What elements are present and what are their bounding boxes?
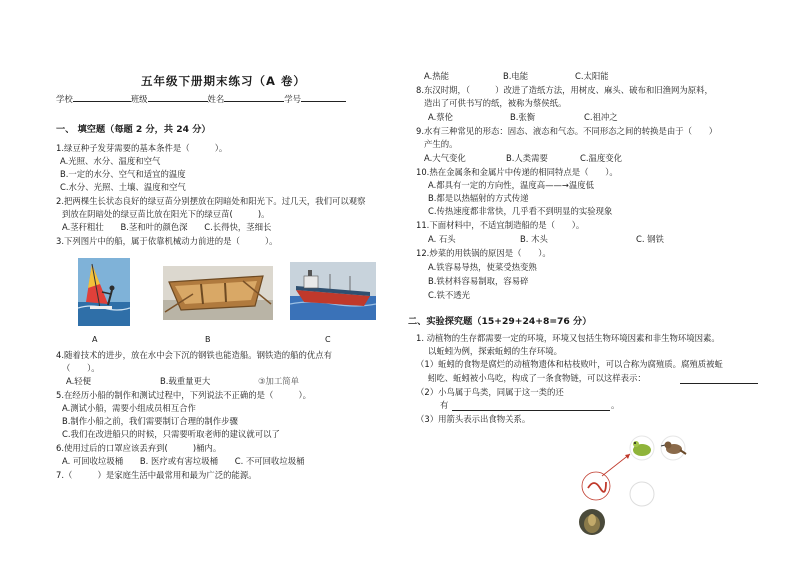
wooden-boat-image (163, 266, 273, 320)
student-info-row (56, 92, 346, 105)
q7-option-b: B.电能 (503, 71, 529, 81)
name-label: 姓名 (207, 94, 225, 104)
q4-option-b: B.载重量更大 (160, 376, 211, 386)
q9-text-cont: 产生的。 (424, 139, 458, 149)
image-c-label: C (325, 335, 331, 344)
q1-option-a: A.光照、水分、温度和空气 (60, 156, 161, 166)
q9-option-b: B.人类需要 (506, 153, 548, 163)
q12-option-b: B.铁材料容易制取，容易碎 (428, 276, 529, 286)
p1-q2-end: 。 (611, 400, 620, 410)
q5-option-a: A.测试小船，需要小组成员相互合作 (62, 403, 196, 413)
school-field[interactable] (73, 92, 131, 102)
q11-option-b: B. 木头 (520, 234, 548, 244)
q11-option-c: C. 钢铁 (636, 234, 664, 244)
q2-text-cont: 到放在阴暗处的绿豆苗比放在阳光下的绿豆苗( )。 (62, 209, 270, 219)
q6-text: 6.使用过后的口罩应该丢弃到( )桶内。 (56, 443, 222, 453)
cargo-ship-image (290, 262, 376, 320)
class-label: 班级 (130, 94, 148, 104)
p1-q1-cont: 蚓吃、蚯蚓被小鸟吃，构成了一条食物链，可以这样表示： (428, 373, 646, 383)
q10-option-b: B.都是以热辐射的方式传递 (428, 193, 529, 203)
q11-text: 11.下面材料中，不适宜制造船的是（ ）。 (416, 220, 585, 230)
p1-q3: （3）用箭头表示出食物关系。 (416, 414, 531, 424)
q9-option-c: C.温度变化 (580, 153, 623, 163)
q9-text: 9.水有三种常见的形态：固态、液态和气态。不同形态之间的转换是由于（ ） (416, 126, 718, 136)
image-a-label: A (92, 335, 98, 344)
number-field[interactable] (301, 92, 346, 102)
q9-option-a: A.大气变化 (424, 153, 466, 163)
section-1-heading: 一、 填空题（每题 2 分，共 24 分） (56, 124, 211, 135)
bird-answer-line[interactable] (452, 409, 610, 411)
q3-text: 3.下列图片中的船，属于依靠机械动力前进的是（ ）。 (56, 236, 278, 246)
number-label: 学号 (284, 94, 301, 104)
q8-text: 8.东汉时期，（ ）改进了造纸方法，用树皮、麻头、破布和旧渔网为原料， (416, 85, 713, 95)
q6-options: A. 可回收垃圾桶 B. 医疗或有害垃圾桶 C. 不可回收垃圾桶 (62, 456, 305, 466)
p1-intro-cont: 以蚯蚓为例，探索蚯蚓的生存环境。 (428, 346, 562, 356)
q4-option-c: ③加工简单 (258, 376, 300, 386)
q1-option-c: C.水分、光照、土壤、温度和空气 (60, 182, 186, 192)
exam-title: 五年级下册期末练习（A 卷） (141, 74, 306, 88)
q10-text: 10.热在金属条和金属片中传递的相同特点是（ ）。 (416, 167, 618, 177)
image-b-label: B (205, 335, 211, 344)
food-chain-answer-line[interactable] (680, 382, 758, 384)
q8-option-a: A.蔡伦 (428, 112, 453, 122)
q4-option-a: A.轻便 (66, 376, 91, 386)
name-field[interactable] (224, 92, 284, 102)
q8-option-c: C.祖冲之 (584, 112, 618, 122)
q4-text-cont: （ ）。 (62, 363, 100, 373)
windsurf-boat-image (78, 258, 130, 326)
class-field[interactable] (148, 92, 208, 102)
school-label: 学校 (56, 94, 73, 104)
q5-text: 5.在经历小船的制作和测试过程中，下列说法不正确的是（ ）。 (56, 390, 312, 400)
q7-text: 7.（ ）是家庭生活中最常用和最为广泛的能源。 (56, 470, 257, 480)
q1-option-b: B.一定的水分、空气和适宜的温度 (60, 169, 186, 179)
q11-option-a: A. 石头 (428, 234, 456, 244)
q10-option-c: C.传热速度都非常快，几乎看不到明显的实验现象 (428, 206, 613, 216)
q12-option-a: A.铁容易导热，使菜受热变熟 (428, 262, 537, 272)
q2-text: 2.把两棵生长状态良好的绿豆苗分别摆放在阴暗处和阳光下。过几天，我们可以观察 (56, 196, 366, 206)
food-chain-diagram (576, 432, 688, 536)
q12-option-c: C.铁不透光 (428, 290, 471, 300)
p1-q1: （1）蚯蚓的食物是腐烂的动植物遗体和枯枝败叶，可以合称为腐殖质。腐殖质被蚯 (416, 359, 723, 369)
q8-text-cont: 造出了可供书写的纸，被称为蔡侯纸。 (424, 98, 567, 108)
q12-text: 12.炒菜的用铁锅的原因是（ ）。 (416, 248, 551, 258)
section-2-heading: 二、实验探究题（15+29+24+8=76 分） (408, 316, 592, 327)
q4-text: 4.随着技术的进步，放在水中会下沉的钢铁也能造船。钢铁造的船的优点有 (56, 350, 332, 360)
q8-option-b: B.张衡 (510, 112, 536, 122)
q5-option-c: C.我们在改进船只的时候，只需要听取老师的建议就可以了 (62, 429, 280, 439)
p1-q2: （2）小鸟属于鸟类，同属于这一类的还 (416, 387, 564, 397)
q7-option-a: A.热能 (424, 71, 449, 81)
q5-option-b: B.制作小船之前，我们需要制订合理的制作步骤 (62, 416, 238, 426)
q7-option-c: C.太阳能 (575, 71, 609, 81)
q2-options: A.茎秆粗壮 B.茎和叶的颜色深 C.长得快，茎细长 (62, 222, 272, 232)
q1-text: 1.绿豆种子发芽需要的基本条件是（ ）。 (56, 143, 228, 153)
q10-option-a: A.都具有一定的方向性，温度高——→温度低 (428, 180, 595, 190)
p1-intro: 1. 动植物的生存都需要一定的环境，环境又包括生物环境因素和非生物环境因素。 (416, 333, 720, 343)
p1-q2-cont: 有 (440, 400, 449, 410)
